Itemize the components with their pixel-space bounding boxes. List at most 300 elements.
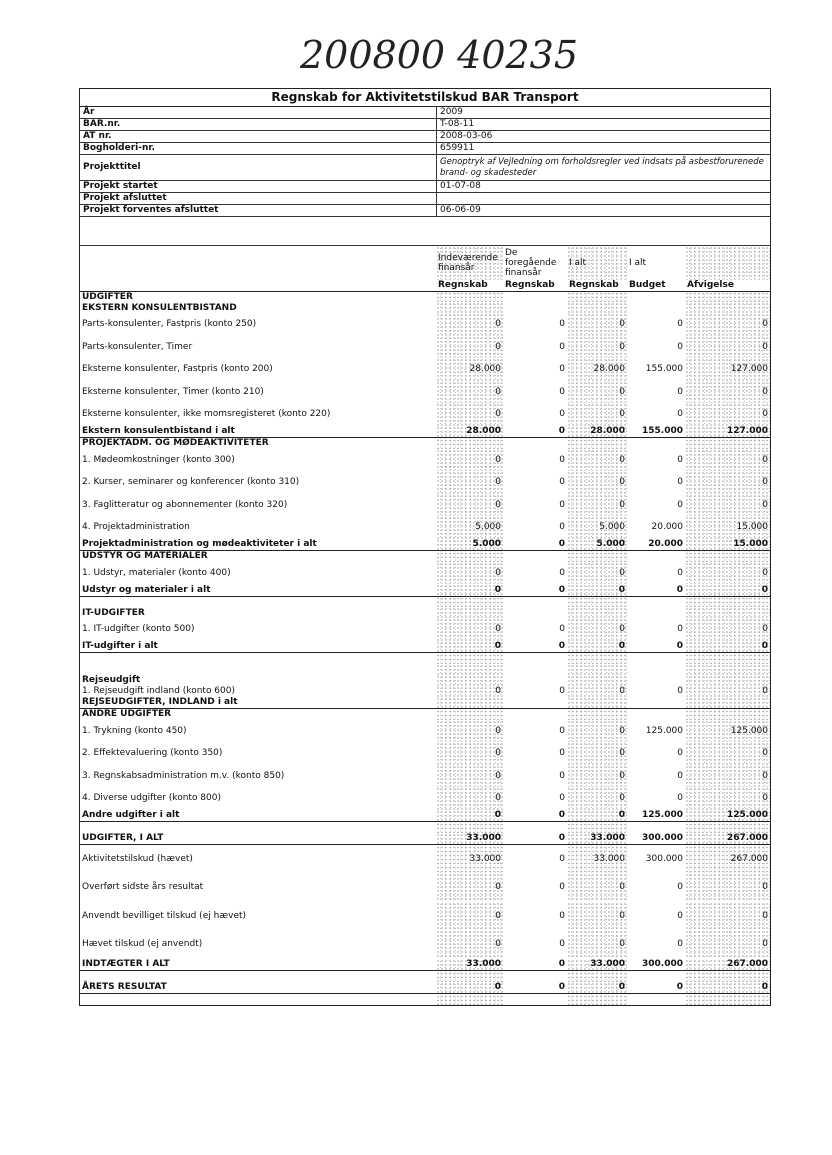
cell-value: 127.000 xyxy=(685,358,770,381)
cell-value: 300.000 xyxy=(645,854,683,864)
cell-value: 5.000 xyxy=(567,539,627,551)
cell-value xyxy=(685,302,770,313)
field-value: 659911 xyxy=(437,143,771,155)
cell-value: 0 xyxy=(685,930,770,959)
cell-value xyxy=(627,709,685,720)
row-label: Eksterne konsulenter, Timer (konto 210) xyxy=(82,386,264,397)
cell-value: 0 xyxy=(685,494,770,517)
cell-value: 0 xyxy=(559,882,565,893)
section-header-row xyxy=(80,709,770,720)
cell-value xyxy=(627,551,685,562)
field-value: Genoptryk af Vejledning om forholdsregler ved indsats på asbestforurenede brand- og skadesteder xyxy=(437,155,771,181)
row-label: Aktivitetstilskud (hævet) xyxy=(82,854,193,864)
cell-value xyxy=(567,596,627,607)
row-label: ÅRETS RESULTAT xyxy=(80,982,436,994)
cell-value: 0 xyxy=(559,522,565,533)
row-label xyxy=(80,994,436,1005)
cell-value: 0 xyxy=(677,454,683,465)
cell-value xyxy=(685,994,770,1005)
cell-value xyxy=(503,675,567,686)
cell-value: 5.000 xyxy=(567,516,627,539)
total-row xyxy=(80,584,770,596)
cell-value: 0 xyxy=(559,793,565,804)
spacer-row xyxy=(80,994,770,1005)
field-value xyxy=(437,193,771,205)
cell-value: 28.000 xyxy=(567,426,627,438)
handwritten-number xyxy=(290,20,579,80)
accounts-body xyxy=(80,291,770,1005)
cell-value: 0 xyxy=(685,618,770,641)
cell-value xyxy=(627,697,685,709)
cell-value: 0 xyxy=(436,562,503,585)
cell-value xyxy=(567,994,627,1005)
cell-value xyxy=(627,664,685,675)
cell-value xyxy=(685,697,770,709)
col-subheader-2: Regnskab xyxy=(503,280,567,291)
cell-value xyxy=(503,302,567,313)
cell-value: 0 xyxy=(567,742,627,765)
cell-value: 0 xyxy=(559,910,565,921)
col-subheader-1: Regnskab xyxy=(436,280,503,291)
cell-value: 0 xyxy=(685,641,770,653)
cell-value: 0 xyxy=(503,539,567,551)
cell-value: 267.000 xyxy=(685,959,770,971)
cell-value xyxy=(436,438,503,449)
cell-value: 300.000 xyxy=(627,833,685,845)
cell-value: 0 xyxy=(436,873,503,902)
cell-value xyxy=(503,438,567,449)
cell-value xyxy=(436,994,503,1005)
table-row xyxy=(80,449,770,472)
cell-value: 0 xyxy=(503,641,567,653)
cell-value: 0 xyxy=(436,982,503,994)
table-row xyxy=(80,336,770,359)
header-blank xyxy=(80,280,436,291)
cell-value xyxy=(685,653,770,664)
table-row xyxy=(80,930,770,959)
cell-value xyxy=(567,438,627,449)
row-label: Parts-konsulenter, Fastpris (konto 250) xyxy=(82,319,257,330)
cell-value: 0 xyxy=(503,982,567,994)
row-label: Hævet tilskud (ej anvendt) xyxy=(82,939,203,950)
cell-value xyxy=(567,697,627,709)
table-row xyxy=(80,403,770,426)
row-label: Andre udgifter i alt xyxy=(80,810,436,822)
cell-value xyxy=(436,653,503,664)
cell-value: 0 xyxy=(677,567,683,578)
row-label: IT-UDGIFTER xyxy=(82,607,145,618)
cell-value: 0 xyxy=(559,624,565,635)
row-label: IT-udgifter i alt xyxy=(80,641,436,653)
cell-value xyxy=(685,596,770,607)
field-label: Projekt startet xyxy=(80,181,437,193)
cell-value: 0 xyxy=(503,584,567,596)
cell-value: 0 xyxy=(627,982,685,994)
cell-value: 0 xyxy=(685,686,770,697)
cell-value: 0 xyxy=(685,449,770,472)
cell-value: 267.000 xyxy=(685,845,770,874)
cell-value: 0 xyxy=(567,494,627,517)
cell-value: 0 xyxy=(627,584,685,596)
cell-value: 267.000 xyxy=(685,833,770,845)
table-row xyxy=(80,765,770,788)
cell-value: 0 xyxy=(436,471,503,494)
cell-value: 0 xyxy=(567,584,627,596)
cell-value xyxy=(685,664,770,675)
cell-value: 0 xyxy=(567,765,627,788)
cell-value: 0 xyxy=(559,409,565,420)
cell-value xyxy=(436,697,503,709)
table-row xyxy=(80,562,770,585)
row-label: 1. Rejseudgift indland (konto 600) xyxy=(82,686,235,696)
cell-value xyxy=(567,551,627,562)
cell-value: 0 xyxy=(436,449,503,472)
cell-value: 0 xyxy=(436,686,503,697)
row-label xyxy=(80,822,436,833)
spacer-row xyxy=(80,664,770,675)
cell-value xyxy=(503,971,567,982)
row-label: Ekstern konsulentbistand i alt xyxy=(80,426,436,438)
col-header-1: Indeværende finansår xyxy=(436,246,503,280)
field-value: T-08-11 xyxy=(437,119,771,131)
cell-value xyxy=(627,971,685,982)
col-header-3: I alt xyxy=(567,246,627,280)
cell-value: 33.000 xyxy=(567,845,627,874)
cell-value: 0 xyxy=(685,471,770,494)
table-row xyxy=(80,618,770,641)
cell-value: 0 xyxy=(436,742,503,765)
row-label: 2. Kurser, seminarer og konferencer (konto 310) xyxy=(82,477,300,488)
row-label: UDGIFTER, I ALT xyxy=(80,833,436,845)
section-header-row xyxy=(80,675,770,686)
cell-value: 0 xyxy=(436,641,503,653)
total-row xyxy=(80,810,770,822)
cell-value: 0 xyxy=(677,748,683,759)
field-label: Projekttitel xyxy=(80,155,437,181)
cell-value: 0 xyxy=(503,810,567,822)
row-label: 1. IT-udgifter (konto 500) xyxy=(82,624,195,635)
project-info-table xyxy=(80,107,770,217)
table-row xyxy=(80,494,770,517)
cell-value: 0 xyxy=(436,810,503,822)
cell-value: 0 xyxy=(677,882,683,893)
cell-value xyxy=(627,994,685,1005)
field-label: Bogholderi-nr. xyxy=(80,143,437,155)
total-row xyxy=(80,959,770,971)
section-header-row xyxy=(80,291,770,302)
cell-value: 0 xyxy=(567,313,627,336)
cell-value: 0 xyxy=(559,319,565,330)
cell-value: 0 xyxy=(503,426,567,438)
row-label: Parts-konsulenter, Timer xyxy=(82,341,193,352)
cell-value: 0 xyxy=(436,618,503,641)
col-subheader-4: Budget xyxy=(627,280,685,291)
cell-value: 0 xyxy=(677,409,683,420)
section-header-row xyxy=(80,607,770,618)
cell-value: 0 xyxy=(677,319,683,330)
total-row xyxy=(80,539,770,551)
spacer-row xyxy=(80,596,770,607)
cell-value: 0 xyxy=(685,902,770,931)
field-label: Projekt afsluttet xyxy=(80,193,437,205)
field-value: 2008-03-06 xyxy=(437,131,771,143)
cell-value: 15.000 xyxy=(685,539,770,551)
row-label: EKSTERN KONSULENTBISTAND xyxy=(82,302,237,313)
col-subheader-5: Afvigelse xyxy=(685,280,770,291)
cell-value: 0 xyxy=(567,618,627,641)
sheet-title: Regnskab for Aktivitetstilskud BAR Transport xyxy=(80,89,770,107)
cell-value xyxy=(503,653,567,664)
cell-value: 0 xyxy=(677,770,683,781)
row-label: ANDRE UDGIFTER xyxy=(82,709,172,720)
cell-value xyxy=(627,291,685,302)
cell-value: 0 xyxy=(559,748,565,759)
cell-value: 0 xyxy=(436,584,503,596)
cell-value: 33.000 xyxy=(436,959,503,971)
table-row xyxy=(80,358,770,381)
cell-value xyxy=(627,675,685,686)
col-header-5 xyxy=(685,246,770,280)
field-label: AT nr. xyxy=(80,131,437,143)
cell-value xyxy=(685,709,770,720)
cell-value xyxy=(436,709,503,720)
section-header-row xyxy=(80,551,770,562)
section-header-row xyxy=(80,302,770,313)
cell-value xyxy=(627,596,685,607)
cell-value: 0 xyxy=(685,787,770,810)
row-label: Rejseudgift xyxy=(82,675,141,685)
row-label: UDSTYR OG MATERIALER xyxy=(82,551,208,562)
cell-value xyxy=(627,653,685,664)
table-row xyxy=(80,873,770,902)
table-row xyxy=(80,471,770,494)
cell-value: 0 xyxy=(559,386,565,397)
cell-value: 0 xyxy=(677,793,683,804)
cell-value xyxy=(503,596,567,607)
cell-value: 0 xyxy=(677,910,683,921)
cell-value xyxy=(436,607,503,618)
cell-value: 0 xyxy=(567,381,627,404)
row-label: Eksterne konsulenter, Fastpris (konto 200) xyxy=(82,364,273,375)
cell-value xyxy=(436,675,503,686)
cell-value: 0 xyxy=(567,686,627,697)
row-label: Eksterne konsulenter, ikke momsregisteret (konto 220) xyxy=(82,409,331,420)
cell-value: 300.000 xyxy=(627,959,685,971)
row-label: PROJEKTADM. OG MØDEAKTIVITETER xyxy=(82,438,269,449)
table-row xyxy=(80,742,770,765)
cell-value xyxy=(503,994,567,1005)
table-row xyxy=(80,313,770,336)
row-label: 3. Faglitteratur og abonnementer (konto 320) xyxy=(82,499,288,510)
cell-value: 0 xyxy=(436,902,503,931)
accounting-sheet xyxy=(79,88,771,1006)
cell-value: 0 xyxy=(559,341,565,352)
cell-value: 5.000 xyxy=(436,516,503,539)
cell-value: 0 xyxy=(677,624,683,635)
cell-value: 125.000 xyxy=(685,810,770,822)
cell-value: 0 xyxy=(567,336,627,359)
total-row xyxy=(80,833,770,845)
cell-value xyxy=(436,596,503,607)
row-label: Overført sidste års resultat xyxy=(82,882,204,893)
cell-value: 0 xyxy=(559,477,565,488)
cell-value xyxy=(685,822,770,833)
cell-value: 0 xyxy=(627,641,685,653)
field-value: 2009 xyxy=(437,107,771,119)
cell-value: 0 xyxy=(503,959,567,971)
table-row xyxy=(80,720,770,743)
cell-value: 28.000 xyxy=(436,426,503,438)
cell-value: 0 xyxy=(436,787,503,810)
cell-value xyxy=(685,291,770,302)
cell-value: 0 xyxy=(677,386,683,397)
cell-value: 0 xyxy=(685,742,770,765)
cell-value xyxy=(567,675,627,686)
cell-value xyxy=(567,607,627,618)
cell-value: 0 xyxy=(559,939,565,950)
field-label: År xyxy=(80,107,437,119)
cell-value xyxy=(503,664,567,675)
accounts-table xyxy=(80,246,770,1005)
cell-value: 0 xyxy=(677,499,683,510)
cell-value: 0 xyxy=(567,403,627,426)
cell-value xyxy=(567,971,627,982)
cell-value: 155.000 xyxy=(645,364,683,375)
row-label: Anvendt bevilliget tilskud (ej hævet) xyxy=(82,910,247,921)
cell-value xyxy=(567,291,627,302)
cell-value: 0 xyxy=(559,770,565,781)
cell-value xyxy=(685,551,770,562)
cell-value: 5.000 xyxy=(436,539,503,551)
cell-value: 0 xyxy=(567,982,627,994)
cell-value: 0 xyxy=(677,939,683,950)
table-row xyxy=(80,686,770,697)
cell-value xyxy=(503,607,567,618)
cell-value: 0 xyxy=(436,403,503,426)
table-row xyxy=(80,845,770,874)
cell-value: 0 xyxy=(567,449,627,472)
cell-value xyxy=(627,302,685,313)
spacer-row xyxy=(80,653,770,664)
spacer-row xyxy=(80,971,770,982)
cell-value: 0 xyxy=(567,787,627,810)
cell-value xyxy=(436,291,503,302)
field-value: 01-07-08 xyxy=(437,181,771,193)
cell-value: 0 xyxy=(436,494,503,517)
cell-value: 0 xyxy=(677,341,683,352)
row-label: 4. Projektadministration xyxy=(82,522,190,533)
cell-value: 0 xyxy=(677,686,683,696)
cell-value xyxy=(627,607,685,618)
cell-value xyxy=(567,653,627,664)
cell-value: 33.000 xyxy=(567,959,627,971)
cell-value xyxy=(503,822,567,833)
cell-value xyxy=(436,551,503,562)
cell-value: 0 xyxy=(559,454,565,465)
cell-value: 20.000 xyxy=(651,522,683,533)
cell-value: 127.000 xyxy=(685,426,770,438)
cell-value: 28.000 xyxy=(436,358,503,381)
cell-value: 0 xyxy=(567,471,627,494)
row-label: 1. Mødeomkostninger (konto 300) xyxy=(82,454,235,465)
cell-value: 0 xyxy=(567,930,627,959)
cell-value: 0 xyxy=(685,982,770,994)
cell-value: 15.000 xyxy=(685,516,770,539)
cell-value: 0 xyxy=(685,403,770,426)
cell-value xyxy=(436,971,503,982)
cell-value xyxy=(685,675,770,686)
table-row xyxy=(80,381,770,404)
cell-value: 0 xyxy=(567,562,627,585)
row-label: 4. Diverse udgifter (konto 800) xyxy=(82,793,221,804)
field-value: 06-06-09 xyxy=(437,205,771,217)
table-row xyxy=(80,516,770,539)
row-label: UDGIFTER xyxy=(82,291,133,302)
cell-value: 33.000 xyxy=(436,833,503,845)
row-label xyxy=(80,596,436,607)
cell-value xyxy=(627,822,685,833)
table-row xyxy=(80,902,770,931)
table-row xyxy=(80,787,770,810)
cell-value: 125.000 xyxy=(627,810,685,822)
row-label: 1. Udstyr, materialer (konto 400) xyxy=(82,567,231,578)
row-label xyxy=(80,653,436,664)
cell-value: 20.000 xyxy=(627,539,685,551)
cell-value: 0 xyxy=(436,720,503,743)
cell-value xyxy=(567,822,627,833)
cell-value: 0 xyxy=(685,313,770,336)
cell-value: 0 xyxy=(436,336,503,359)
cell-value: 0 xyxy=(559,854,565,864)
spacer-row xyxy=(80,822,770,833)
cell-value: 0 xyxy=(559,364,565,375)
cell-value: 0 xyxy=(567,810,627,822)
row-label xyxy=(80,664,436,675)
section-header-row xyxy=(80,438,770,449)
cell-value: 0 xyxy=(436,765,503,788)
cell-value xyxy=(685,971,770,982)
cell-value: 0 xyxy=(567,873,627,902)
cell-value: 0 xyxy=(685,765,770,788)
row-label: 3. Regnskabsadministration m.v. (konto 850) xyxy=(82,770,285,781)
cell-value xyxy=(685,607,770,618)
row-label: Projektadministration og mødeaktiviteter i alt xyxy=(80,539,436,551)
total-row xyxy=(80,426,770,438)
cell-value xyxy=(503,291,567,302)
cell-value: 0 xyxy=(685,381,770,404)
cell-value: 0 xyxy=(559,499,565,510)
cell-value xyxy=(685,438,770,449)
cell-value: 0 xyxy=(685,584,770,596)
cell-value xyxy=(436,664,503,675)
col-subheader-3: Regnskab xyxy=(567,280,627,291)
total-row xyxy=(80,982,770,994)
cell-value: 0 xyxy=(677,477,683,488)
cell-value: 33.000 xyxy=(436,845,503,874)
cell-value: 0 xyxy=(436,381,503,404)
field-label: BAR.nr. xyxy=(80,119,437,131)
cell-value: 0 xyxy=(685,336,770,359)
cell-value: 0 xyxy=(559,567,565,578)
header-blank xyxy=(80,246,436,280)
row-label: REJSEUDGIFTER, INDLAND i alt xyxy=(80,697,436,709)
total-row xyxy=(80,641,770,653)
spacer xyxy=(80,217,770,246)
cell-value: 0 xyxy=(436,313,503,336)
cell-value xyxy=(503,697,567,709)
cell-value: 0 xyxy=(567,641,627,653)
row-label: Udstyr og materialer i alt xyxy=(80,584,436,596)
